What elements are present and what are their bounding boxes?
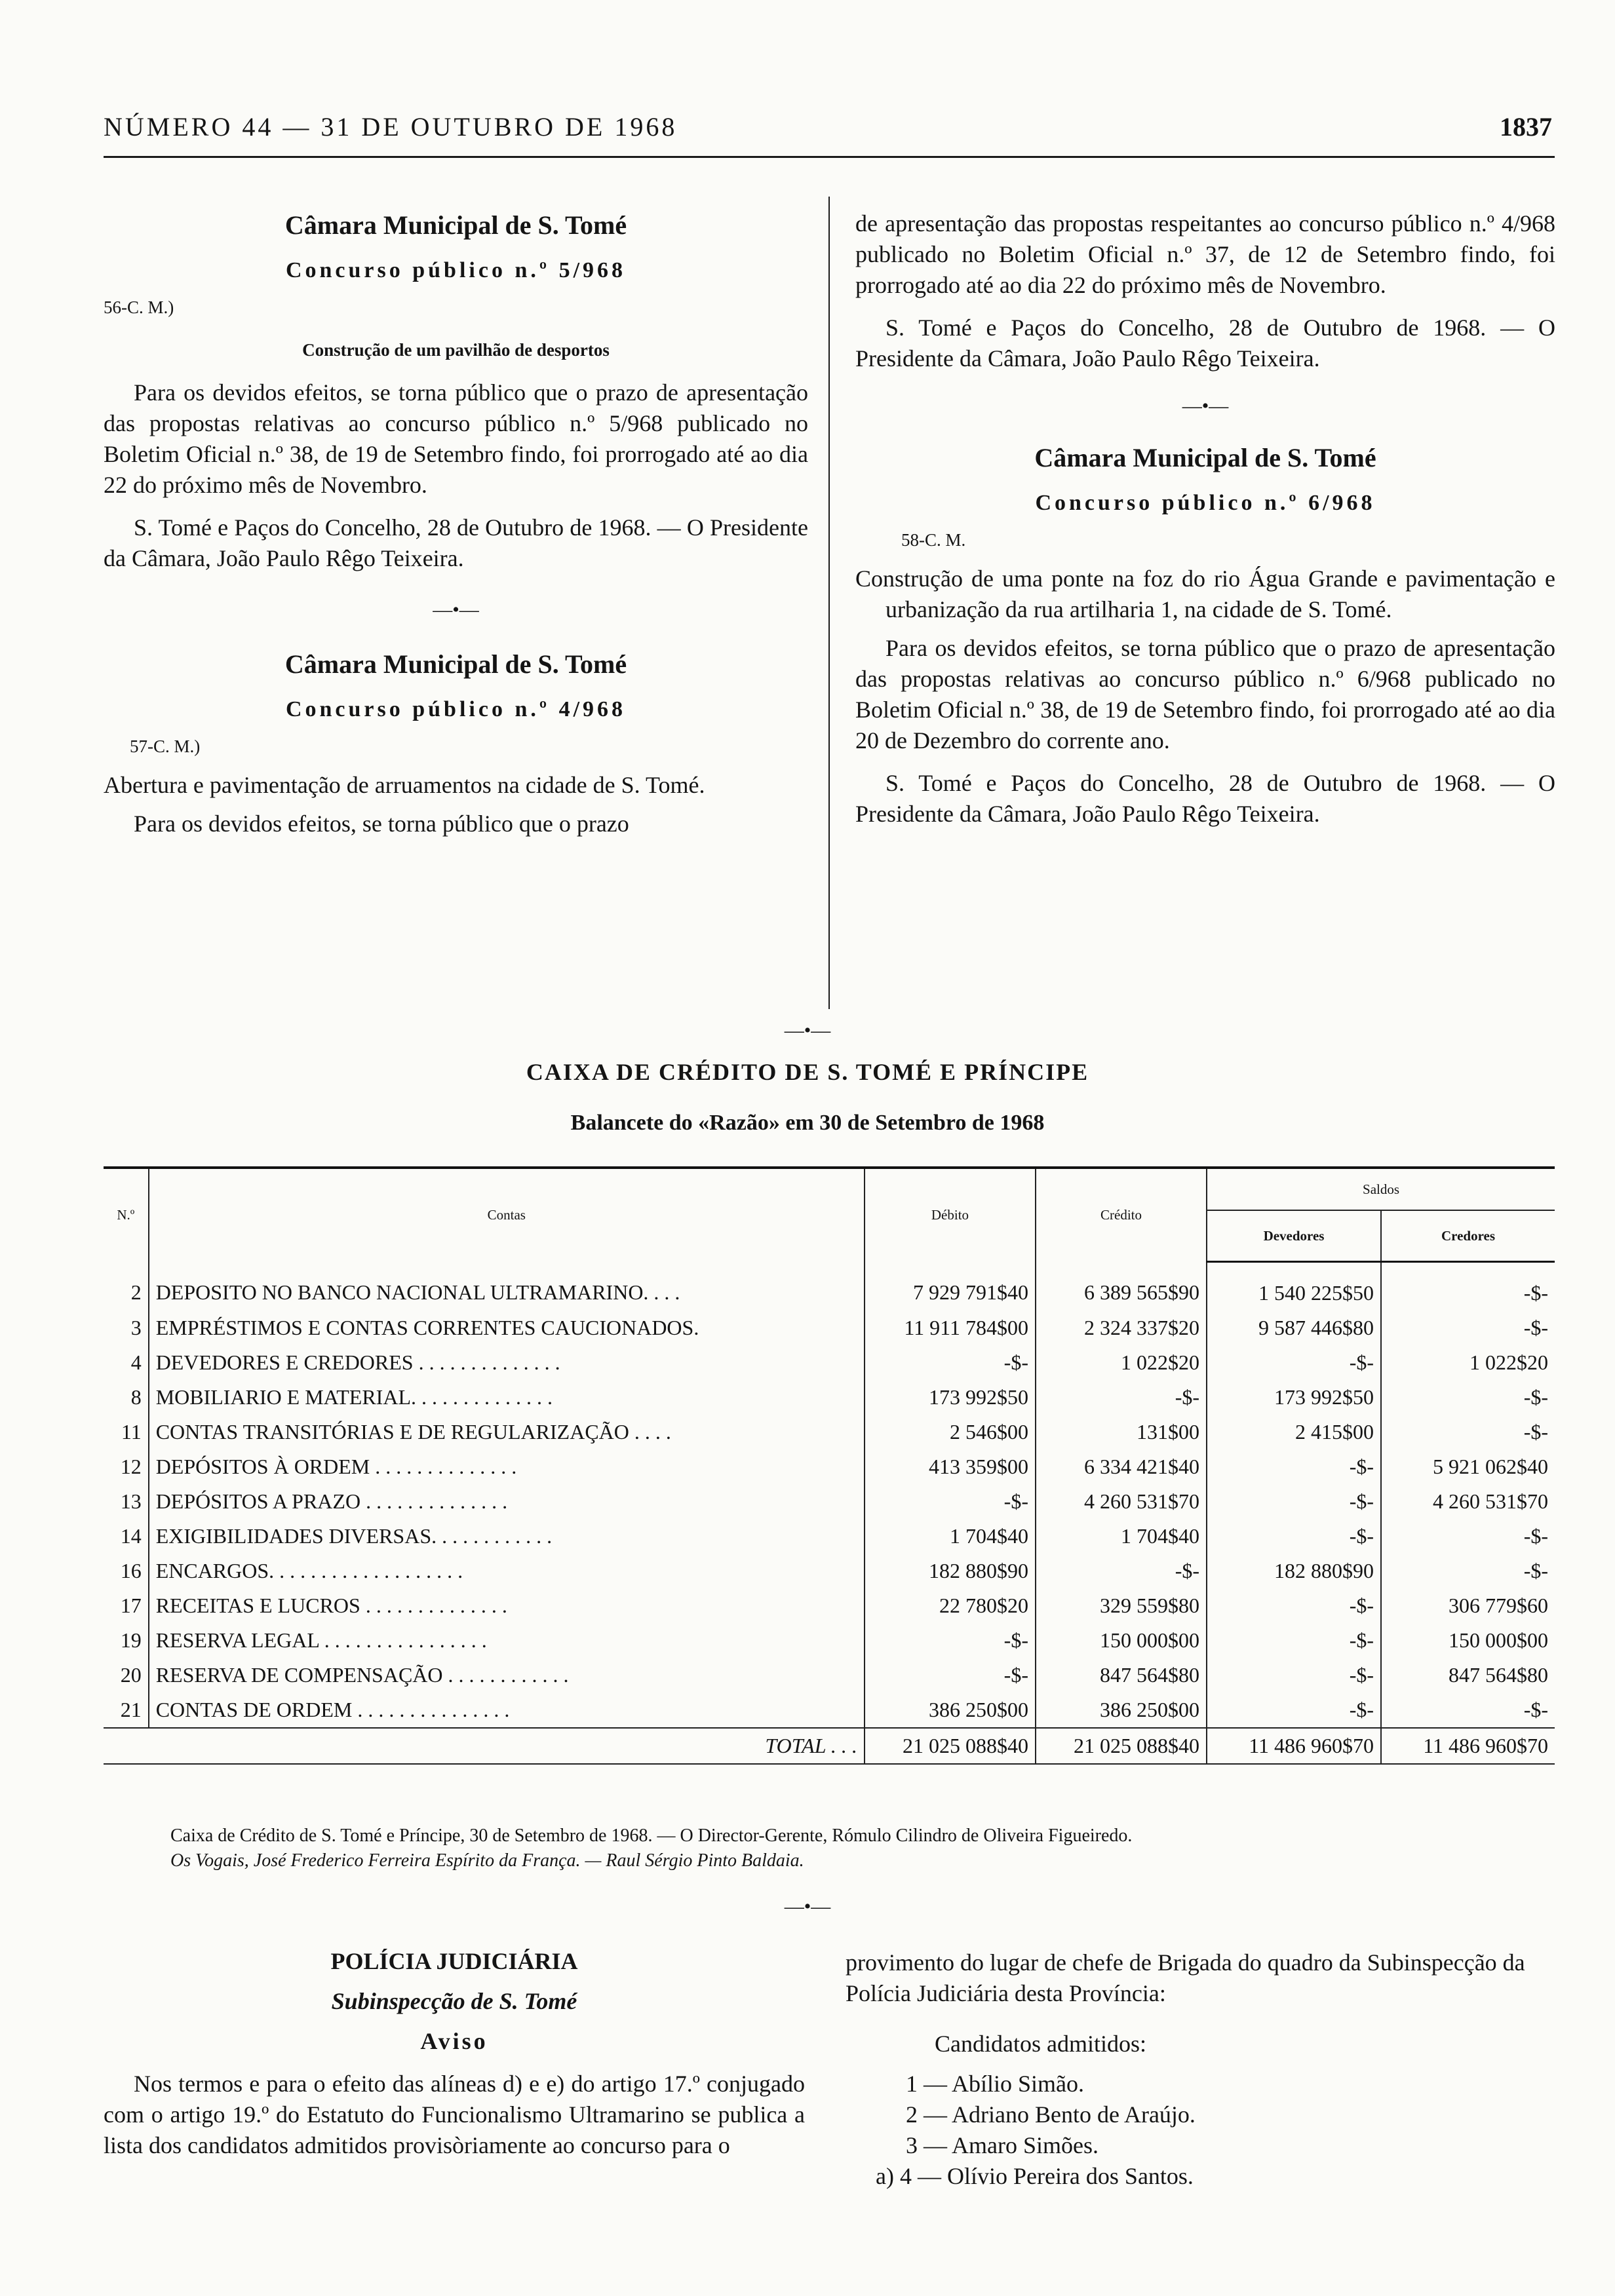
table-row: [104, 1554, 1555, 1588]
total-devedores: 11 486 960$70: [1207, 1728, 1381, 1764]
credito-value: 6 389 565$90: [1036, 1262, 1207, 1311]
credito-value: 150 000$00: [1036, 1623, 1207, 1658]
total-label: TOTAL . . .: [149, 1728, 865, 1764]
total-credores: 11 486 960$70: [1381, 1728, 1555, 1764]
notice1-concurso: Concurso público n.º 5/968: [285, 258, 627, 282]
account-name: MOBILIARIO E MATERIAL. . . . . . . . . . . . . .: [149, 1380, 865, 1415]
account-number: 14: [104, 1519, 149, 1554]
account-name: DEPOSITO NO BANCO NACIONAL ULTRAMARINO. . . .: [149, 1262, 865, 1311]
account-number: 2: [104, 1262, 149, 1311]
credito-value: 329 559$80: [1036, 1588, 1207, 1623]
total-row: [104, 1728, 1555, 1764]
balance-table: [104, 1166, 1555, 1765]
debito-value: 173 992$50: [865, 1380, 1036, 1415]
credores-value: -$-: [1523, 1698, 1548, 1721]
page-header: [104, 111, 1552, 142]
signature-line-2: Os Vogais, José Frederico Ferreira Espírito da França. — Raul Sérgio Pinto Baldaia.: [170, 1850, 804, 1871]
devedores-value: -$-: [1207, 1519, 1381, 1554]
table-row: [104, 1262, 1555, 1311]
list-item: 1 — Abílio Simão.: [906, 2071, 1085, 2097]
account-number: 19: [104, 1623, 149, 1658]
header-contas: Contas: [149, 1168, 865, 1262]
notice2-heading: Câmara Municipal de S. Tomé: [284, 649, 627, 679]
notice3-signoff: S. Tomé e Paços do Concelho, 28 de Outubro de 1968. — O Presidente da Câmara, João Paulo Rêgo Teixeira.: [855, 770, 1555, 827]
account-name: DEVEDORES E CREDORES . . . . . . . . . . . . . .: [149, 1345, 865, 1380]
credores-value: -$-: [1523, 1385, 1548, 1409]
account-number: 12: [104, 1449, 149, 1484]
table-row: [104, 1449, 1555, 1484]
account-name: EMPRÉSTIMOS E CONTAS CORRENTES CAUCIONADOS.: [149, 1311, 865, 1345]
debito-value: -$-: [865, 1623, 1036, 1658]
table-row: [104, 1345, 1555, 1380]
account-name: EXIGIBILIDADES DIVERSAS. . . . . . . . . . . .: [149, 1519, 865, 1554]
notice2-concurso: Concurso público n.º 4/968: [285, 697, 627, 721]
account-name: DEPÓSITOS A PRAZO . . . . . . . . . . . . . .: [149, 1484, 865, 1519]
devedores-value: 9 587 446$80: [1207, 1311, 1381, 1345]
policia-body-left: Nos termos e para o efeito das alíneas d) e e) do artigo 17.º conjugado com o artigo 19.º do Estatuto do Funcionalismo Ultramarino se publica a lista dos candidatos admitidos provisòriamente ao concurso para o: [104, 2071, 805, 2158]
account-name: RECEITAS E LUCROS . . . . . . . . . . . . . .: [149, 1588, 865, 1623]
balance-body: [104, 1262, 1555, 1765]
credito-value: 1 022$20: [1036, 1345, 1207, 1380]
devedores-value: -$-: [1207, 1484, 1381, 1519]
debito-value: 386 250$00: [865, 1693, 1036, 1728]
column-divider: [828, 197, 830, 1009]
header-rule: [104, 156, 1555, 158]
table-row: [104, 1311, 1555, 1345]
devedores-value: 1 540 225$50: [1207, 1262, 1381, 1311]
balance-title: CAIXA DE CRÉDITO DE S. TOMÉ E PRÍNCIPE: [526, 1059, 1089, 1085]
notice1-heading: Câmara Municipal de S. Tomé: [284, 210, 627, 240]
notice2-subject: Abertura e pavimentação de arruamentos na cidade de S. Tomé.: [104, 772, 705, 798]
account-number: 13: [104, 1484, 149, 1519]
credores-value: 847 564$80: [1449, 1663, 1548, 1687]
devedores-value: -$-: [1207, 1449, 1381, 1484]
header-credito: Crédito: [1036, 1168, 1207, 1262]
debito-value: -$-: [865, 1345, 1036, 1380]
credores-value: 1 022$20: [1469, 1350, 1548, 1374]
debito-value: 182 880$90: [865, 1554, 1036, 1588]
separator-4: —•—: [784, 1896, 831, 1917]
account-name: CONTAS TRANSITÓRIAS E DE REGULARIZAÇÃO . . . .: [149, 1415, 865, 1449]
policia-heading: POLÍCIA JUDICIÁRIA: [330, 1948, 578, 1974]
separator-3: —•—: [784, 1020, 831, 1041]
credito-value: 6 334 421$40: [1036, 1449, 1207, 1484]
account-number: 3: [104, 1311, 149, 1345]
credores-value: -$-: [1523, 1316, 1548, 1339]
debito-value: 413 359$00: [865, 1449, 1036, 1484]
credores-value: 4 260 531$70: [1433, 1489, 1548, 1513]
debito-value: 11 911 784$00: [865, 1311, 1036, 1345]
notice3-body: Para os devidos efeitos, se torna público que o prazo de apresentação das propostas relativas ao concurso público n.º 6/968 publicado no Boletim Oficial n.º 38, de 19 de Setembro findo, foi prorrogado até ao dia 20 de Dezembro do corrente ano.: [855, 635, 1555, 754]
debito-value: 2 546$00: [865, 1415, 1036, 1449]
header-num: N.º: [104, 1168, 149, 1262]
list-item: a) 4 — Olívio Pereira dos Santos.: [876, 2163, 1194, 2189]
notice2-body-cont: de apresentação das propostas respeitantes ao concurso público n.º 4/968 publicado no Boletim Oficial n.º 37, de 12 de Setembro findo, foi prorrogado até ao dia 22 do próximo mês de Novembro.: [855, 210, 1555, 298]
credito-value: -$-: [1036, 1554, 1207, 1588]
account-number: 16: [104, 1554, 149, 1588]
credores-value: 5 921 062$40: [1433, 1455, 1548, 1478]
signature-line-1: Caixa de Crédito de S. Tomé e Príncipe, 30 de Setembro de 1968. — O Director-Gerente, Rómulo Cilindro de Oliveira Figueiredo.: [170, 1826, 1133, 1846]
credito-value: 131$00: [1036, 1415, 1207, 1449]
candidatos-label: Candidatos admitidos:: [935, 2031, 1146, 2057]
header-saldos: Saldos: [1207, 1168, 1555, 1210]
policia-subheading: Subinspecção de S. Tomé: [331, 1988, 577, 2014]
devedores-value: -$-: [1207, 1658, 1381, 1693]
table-row: [104, 1693, 1555, 1728]
debito-value: -$-: [865, 1658, 1036, 1693]
account-number: 21: [104, 1693, 149, 1728]
account-number: 8: [104, 1380, 149, 1415]
credores-value: -$-: [1523, 1524, 1548, 1548]
issue-line: NÚMERO 44 — 31 DE OUTUBRO DE 1968: [104, 112, 678, 142]
right-column: [855, 208, 1555, 830]
credores-value: -$-: [1523, 1420, 1548, 1444]
credito-value: 2 324 337$20: [1036, 1311, 1207, 1345]
account-name: RESERVA LEGAL . . . . . . . . . . . . . . . .: [149, 1623, 865, 1658]
balance-signatures: [170, 1824, 1560, 1873]
total-debito: 21 025 088$40: [865, 1728, 1036, 1764]
list-item: 2 — Adriano Bento de Araújo.: [906, 2101, 1196, 2128]
devedores-value: 2 415$00: [1207, 1415, 1381, 1449]
notice2-signoff: S. Tomé e Paços do Concelho, 28 de Outubro de 1968. — O Presidente da Câmara, João Paulo Rêgo Teixeira.: [855, 315, 1555, 372]
left-column: [104, 210, 808, 839]
candidatos-list: [876, 2069, 1553, 2192]
total-blank: [104, 1728, 149, 1764]
devedores-value: 182 880$90: [1207, 1554, 1381, 1588]
account-number: 17: [104, 1588, 149, 1623]
page-number: 1837: [1500, 112, 1552, 142]
notice3-ref: 58-C. M.: [901, 530, 966, 550]
credito-value: 847 564$80: [1036, 1658, 1207, 1693]
notice2-body-start: Para os devidos efeitos, se torna público que o prazo: [134, 811, 629, 837]
devedores-value: -$-: [1207, 1693, 1381, 1728]
policia-body-right: provimento do lugar de chefe de Brigada do quadro da Subinspecção da Polícia Judiciária desta Província:: [846, 1949, 1525, 2006]
table-row: [104, 1415, 1555, 1449]
account-name: CONTAS DE ORDEM . . . . . . . . . . . . . . .: [149, 1693, 865, 1728]
notice1-signoff: S. Tomé e Paços do Concelho, 28 de Outubro de 1968. — O Presidente da Câmara, João Paulo Rêgo Teixeira.: [104, 514, 808, 571]
debito-value: 1 704$40: [865, 1519, 1036, 1554]
credito-value: -$-: [1036, 1380, 1207, 1415]
table-row: [104, 1380, 1555, 1415]
devedores-value: -$-: [1207, 1623, 1381, 1658]
account-number: 4: [104, 1345, 149, 1380]
table-row: [104, 1484, 1555, 1519]
devedores-value: -$-: [1207, 1345, 1381, 1380]
separator-2: —•—: [1182, 395, 1229, 417]
debito-value: -$-: [865, 1484, 1036, 1519]
separator-1: —•—: [433, 599, 479, 621]
credito-value: 386 250$00: [1036, 1693, 1207, 1728]
notice1-ref: 56-C. M.): [104, 297, 174, 317]
notice2-ref: 57-C. M.): [130, 737, 201, 756]
table-row: [104, 1588, 1555, 1623]
devedores-value: 173 992$50: [1207, 1380, 1381, 1415]
credores-value: 150 000$00: [1449, 1628, 1548, 1652]
account-number: 11: [104, 1415, 149, 1449]
notice3-heading: Câmara Municipal de S. Tomé: [1034, 443, 1376, 472]
credores-value: 306 779$60: [1449, 1594, 1548, 1617]
credores-value: -$-: [1523, 1559, 1548, 1582]
policia-aviso: Aviso: [420, 2028, 488, 2054]
debito-value: 7 929 791$40: [865, 1262, 1036, 1311]
devedores-value: -$-: [1207, 1588, 1381, 1623]
total-credito: 21 025 088$40: [1036, 1728, 1207, 1764]
table-row: [104, 1623, 1555, 1658]
table-header-row: [104, 1168, 1555, 1210]
account-name: ENCARGOS. . . . . . . . . . . . . . . . . . .: [149, 1554, 865, 1588]
debito-value: 22 780$20: [865, 1588, 1036, 1623]
balance-subtitle: Balancete do «Razão» em 30 de Setembro de 1968: [570, 1111, 1045, 1135]
list-item: 3 — Amaro Simões.: [906, 2132, 1099, 2158]
notice1-subject: Construção de um pavilhão de desportos: [302, 340, 610, 360]
account-name: RESERVA DE COMPENSAÇÃO . . . . . . . . . . . .: [149, 1658, 865, 1693]
policia-right: [846, 1947, 1553, 2192]
credito-value: 4 260 531$70: [1036, 1484, 1207, 1519]
header-devedores: Devedores: [1207, 1210, 1381, 1262]
header-debito: Débito: [865, 1168, 1036, 1262]
credores-value: -$-: [1523, 1281, 1548, 1305]
header-credores: Credores: [1381, 1210, 1555, 1262]
notice3-subject: Construção de uma ponte na foz do rio Água Grande e pavimentação e urbanização da rua artilharia 1, na cidade de S. Tomé.: [855, 565, 1555, 622]
notice3-concurso: Concurso público n.º 6/968: [1035, 491, 1376, 515]
account-name: DEPÓSITOS À ORDEM . . . . . . . . . . . . . .: [149, 1449, 865, 1484]
table-row: [104, 1519, 1555, 1554]
notice1-body: Para os devidos efeitos, se torna público que o prazo de apresentação das propostas relativas ao concurso público n.º 5/968 publicado no Boletim Oficial n.º 38, de 19 de Setembro findo, foi prorrogado até ao dia 22 do próximo mês de Novembro.: [104, 379, 808, 498]
account-number: 20: [104, 1658, 149, 1693]
table-row: [104, 1658, 1555, 1693]
policia-left: [104, 1946, 805, 2161]
credito-value: 1 704$40: [1036, 1519, 1207, 1554]
